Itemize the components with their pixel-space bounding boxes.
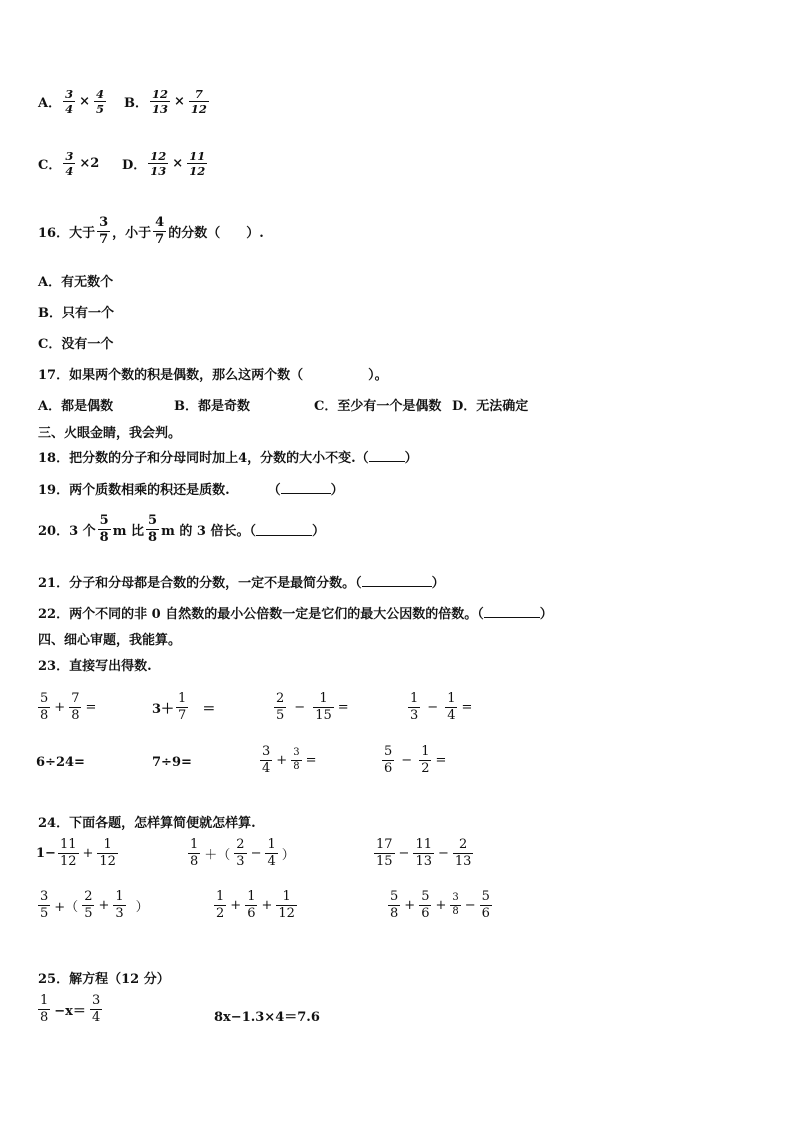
fraction: $\frac{7}{12}$ [190,87,207,117]
section-heading-3: 三、火眼金睛，我会判。 [38,426,182,441]
q17-option-a: A．都是偶数 [38,399,114,414]
q23-expr-6: 7÷9= [152,755,192,770]
q15-option-b: B． $\frac{12}{13}$ × $\frac{7}{12}$ [124,87,207,117]
q23-expr-2: 3＋ $\frac{1}{7}$ ＝ [152,691,216,723]
q17-option-c: C．至少有一个是偶数 [314,399,442,414]
q23-expr-8: $\frac{5}{6}$ − $\frac{1}{2}$ = [384,744,447,776]
q22-question: 22．两个不同的非 0 自然数的最小公倍数一定是它们的最大公因数的倍数。（ ） [38,607,553,622]
section-heading-4: 四、细心审题，我能算。 [38,633,182,648]
fraction: $\frac{3}{4}$ [65,149,74,179]
q24-expr-1: 1− $\frac{11}{12}$ + $\frac{1}{12}$ [36,837,116,869]
q24-expr-3: $\frac{17}{15}$ − $\frac{11}{13}$ − $\frac{2}{13}$ [376,837,472,869]
q20-question: 20． 3 个 $\frac{5}{8}$ m 比 $\frac{5}{8}$ m 的 3 倍长。（ ） [38,513,325,545]
q25-title: 25．解方程（12 分） [38,972,170,987]
q15-option-a: A． $\frac{3}{4}$ × $\frac{4}{5}$ [38,87,105,117]
q23-expr-1: $\frac{5}{8}$ + $\frac{7}{8}$ = [40,691,97,723]
fraction: $\frac{4}{7}$ [155,215,165,247]
fraction: $\frac{3}{4}$ [65,87,74,117]
q15-option-c: C． $\frac{3}{4}$ ×2 [38,149,100,179]
q24-title: 24．下面各题，怎样算简便就怎样算. [38,816,256,831]
q16-option-b: B．只有一个 [38,306,114,321]
answer-blank[interactable] [369,449,405,462]
q16-question: 16． 大于 $\frac{3}{7}$ ，小于 $\frac{4}{7}$ 的分数（ ）. [38,215,264,247]
fraction: $\frac{3}{7}$ [99,215,109,247]
fraction: $\frac{12}{13}$ [150,149,167,179]
q17-question: 17．如果两个数的积是偶数，那么这两个数（ ）。 [38,368,388,383]
q17-option-d: D．无法确定 [452,399,529,414]
fraction: $\frac{5}{8}$ [99,513,109,545]
q24-expr-4: $\frac{3}{5}$ +（ $\frac{2}{5}$ + $\frac{1}{3}$ ） [40,889,149,921]
q23-expr-7: $\frac{3}{4}$ + $\frac{3}{8}$ = [262,744,317,776]
answer-blank[interactable] [484,605,540,618]
q23-title: 23．直接写出得数. [38,659,152,674]
q24-expr-5: $\frac{1}{2}$ + $\frac{1}{6}$ + $\frac{1}{12}$ [216,889,295,921]
q21-question: 21．分子和分母都是合数的分数，一定不是最简分数。（ ） [38,576,445,591]
fraction: $\frac{12}{13}$ [152,87,169,117]
q16-option-a: A．有无数个 [38,275,114,290]
q25-equation-1: $\frac{1}{8}$ −x＝ $\frac{3}{4}$ [40,993,101,1025]
answer-blank[interactable] [362,574,432,587]
answer-blank[interactable] [281,481,331,494]
fraction: $\frac{5}{8}$ [148,513,158,545]
q16-option-c: C．没有一个 [38,337,114,352]
q24-expr-2: $\frac{1}{8}$ ＋（ $\frac{2}{3}$ − $\frac{1}{4}$ ） [190,837,295,869]
q15-option-d: D． $\frac{12}{13}$ × $\frac{11}{12}$ [122,149,206,179]
fraction: $\frac{4}{5}$ [96,87,105,117]
q23-expr-4: $\frac{1}{3}$ − $\frac{1}{4}$ = [410,691,473,723]
q19-question: 19．两个质数相乘的积还是质数. （ ） [38,483,344,498]
q25-equation-2: 8x−1.3×4＝7.6 [214,1010,320,1025]
q24-expr-6: $\frac{5}{8}$ + $\frac{5}{6}$ + $\frac{3}{8}$ − $\frac{5}{6}$ [390,889,490,921]
fraction: $\frac{11}{12}$ [189,149,206,179]
q17-option-b: B．都是奇数 [174,399,250,414]
answer-blank[interactable] [256,523,312,536]
q18-question: 18．把分数的分子和分母同时加上4，分数的大小不变.（ ） [38,451,418,466]
q23-expr-5: 6÷24= [36,755,85,770]
q23-expr-3: $\frac{2}{5}$ − $\frac{1}{15}$ = [276,691,349,723]
